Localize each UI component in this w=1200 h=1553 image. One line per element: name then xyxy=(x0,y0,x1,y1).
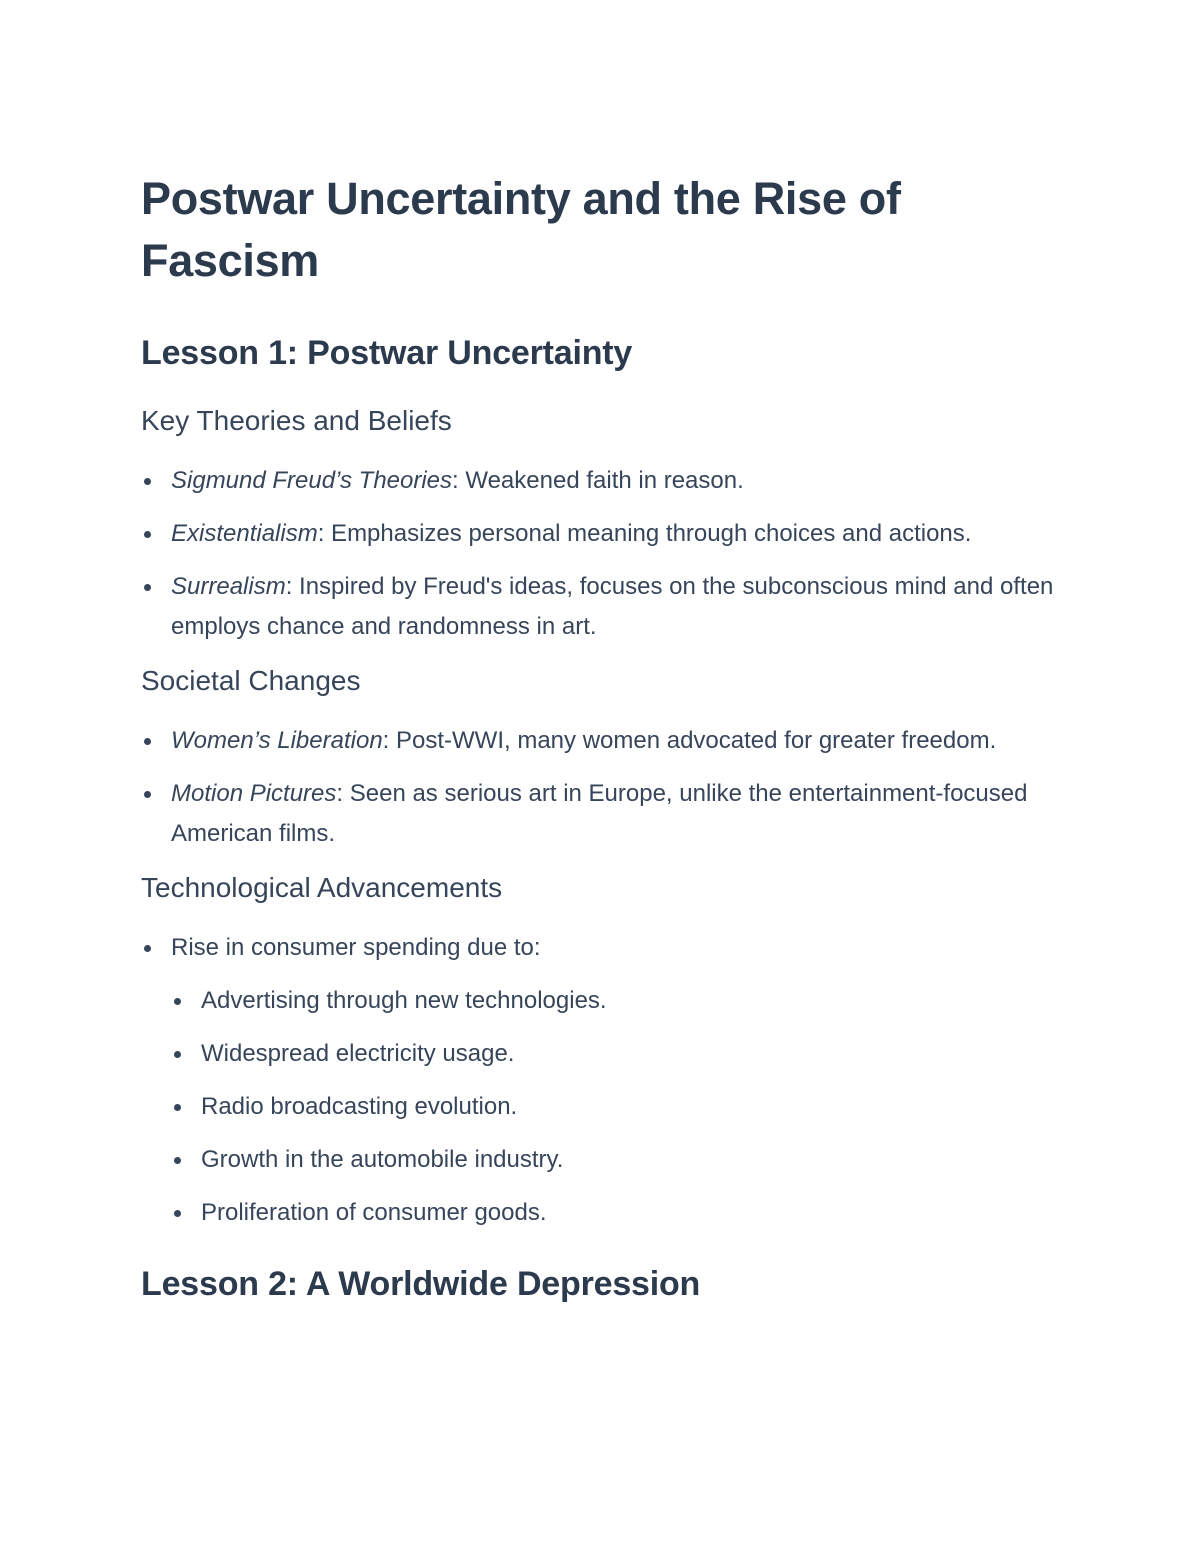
bullet-icon xyxy=(174,998,181,1005)
sub-list-item xyxy=(141,1087,1071,1127)
list-item-text: : Emphasizes personal meaning through choices and actions. xyxy=(317,520,972,547)
sub-list-item xyxy=(141,1193,1071,1233)
list-item xyxy=(141,461,1071,501)
bullet-icon xyxy=(144,791,151,798)
list-item-text: : Weakened faith in reason. xyxy=(452,467,744,494)
sub-list-item-text: Proliferation of consumer goods. xyxy=(201,1199,547,1226)
sub-list-item-text: Radio broadcasting evolution. xyxy=(201,1093,518,1120)
list-item xyxy=(141,567,1071,647)
technological-advancements-heading: Technological Advancements xyxy=(141,872,503,903)
list-item-text: : Inspired by Freud's ideas, focuses on the subconscious mind and often employs chance and randomness in art. xyxy=(171,573,1054,640)
list-item-term: Motion Pictures xyxy=(171,780,337,807)
bullet-icon xyxy=(174,1210,181,1217)
lesson-1-heading: Lesson 1: Postwar Uncertainty xyxy=(141,334,633,372)
sub-list-item-text: Widespread electricity usage. xyxy=(201,1040,515,1067)
list-item-text: : Post-WWI, many women advocated for greater freedom. xyxy=(382,727,997,754)
page-title: Postwar Uncertainty and the Rise of Fascism xyxy=(141,173,901,286)
bullet-icon xyxy=(144,531,151,538)
sub-list-item-text: Advertising through new technologies. xyxy=(201,987,607,1014)
key-theories-heading: Key Theories and Beliefs xyxy=(141,405,452,436)
bullet-icon xyxy=(174,1157,181,1164)
list-item xyxy=(141,774,1071,854)
list-item-text: : Seen as serious art in Europe, unlike the entertainment-focused American films. xyxy=(171,780,1028,847)
list-item-term: Women’s Liberation xyxy=(171,727,383,754)
bullet-icon xyxy=(144,945,151,952)
societal-changes-heading: Societal Changes xyxy=(141,665,361,696)
list-item-term: Existentialism xyxy=(171,520,318,547)
list-item xyxy=(141,721,1071,761)
key-theories-list xyxy=(141,461,1071,647)
societal-changes-list xyxy=(141,721,1071,854)
list-item-term: Sigmund Freud’s Theories xyxy=(171,467,453,494)
bullet-icon xyxy=(174,1051,181,1058)
sub-list-item-text: Growth in the automobile industry. xyxy=(201,1146,564,1173)
technological-list xyxy=(141,928,1071,1233)
document-page xyxy=(141,168,1071,1307)
list-item-text: Rise in consumer spending due to: xyxy=(171,934,541,961)
list-item xyxy=(141,514,1071,554)
bullet-icon xyxy=(144,738,151,745)
lesson-2-heading: Lesson 2: A Worldwide Depression xyxy=(141,1265,701,1303)
sub-list-item xyxy=(141,1140,1071,1180)
bullet-icon xyxy=(144,584,151,591)
list-item xyxy=(141,928,1071,968)
bullet-icon xyxy=(144,478,151,485)
bullet-icon xyxy=(174,1104,181,1111)
sub-list-item xyxy=(141,1034,1071,1074)
sub-list-item xyxy=(141,981,1071,1021)
list-item-term: Surrealism xyxy=(171,573,286,600)
